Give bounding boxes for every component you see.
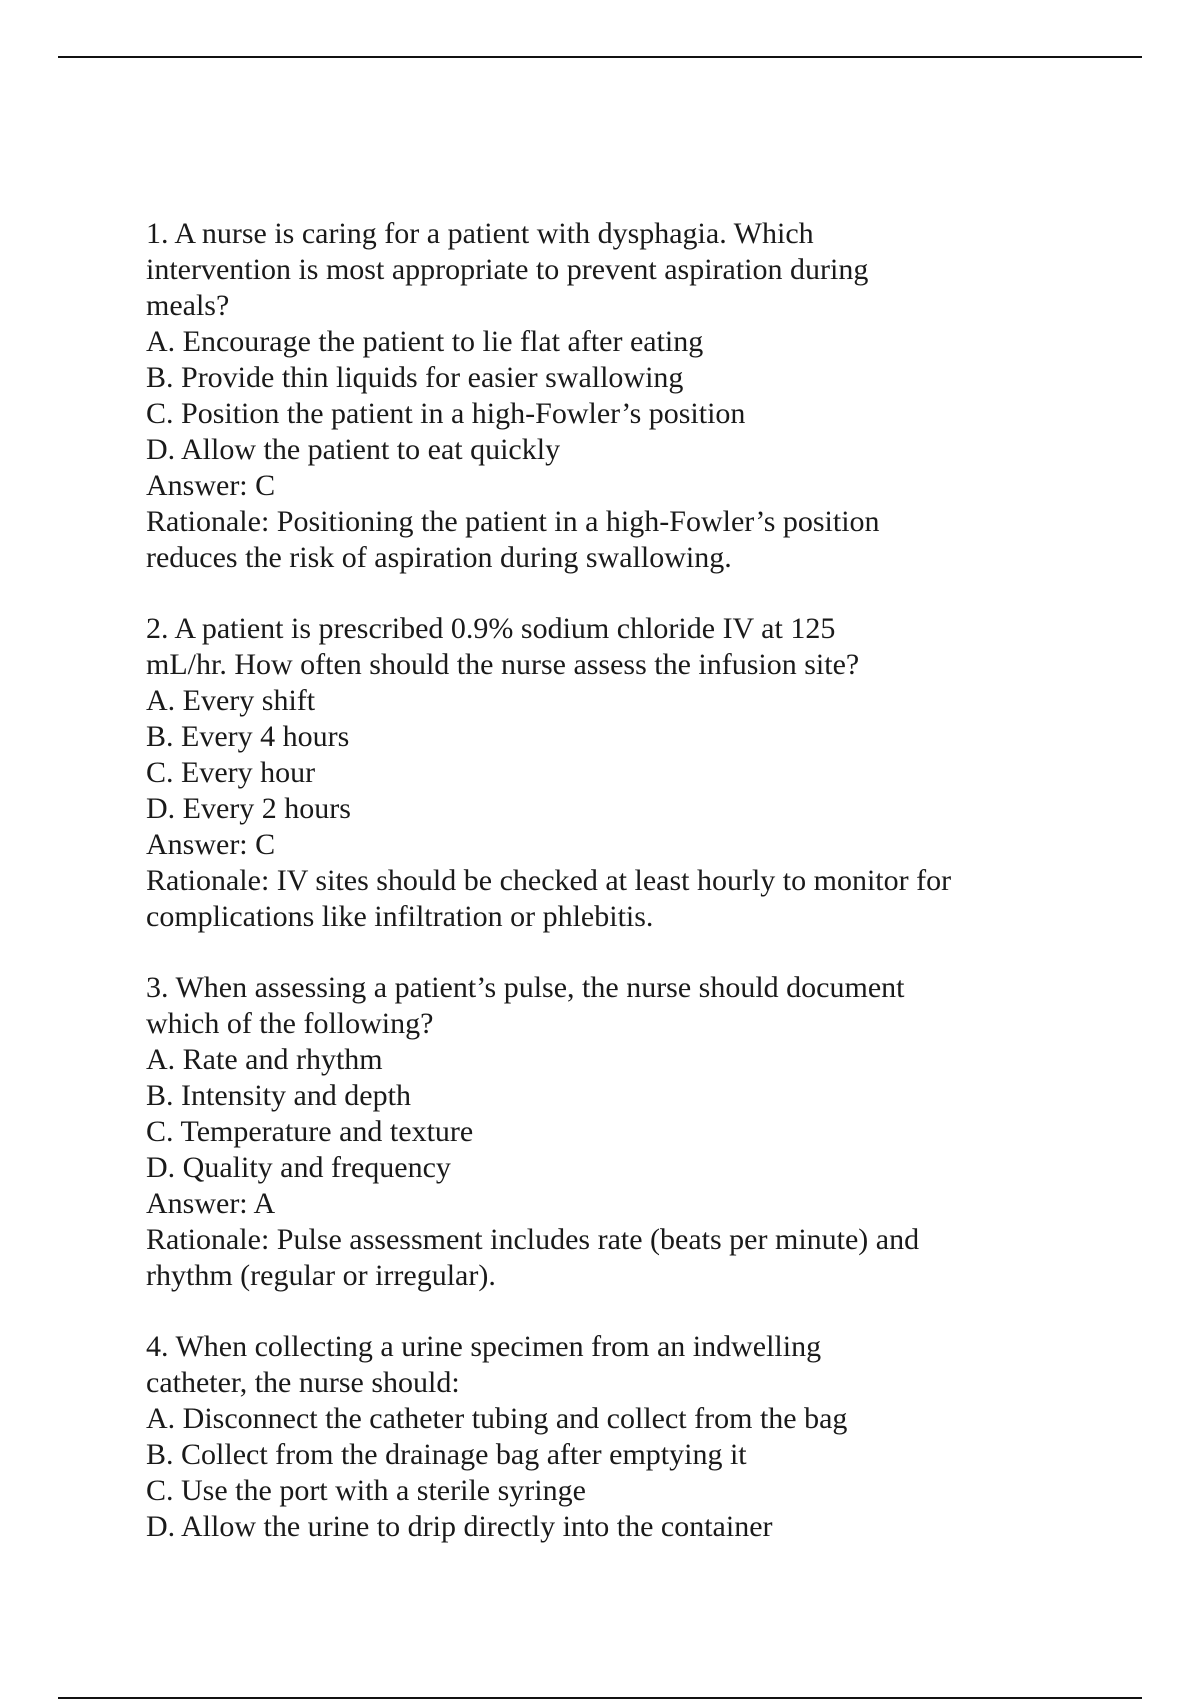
answer: Answer: C (146, 828, 276, 861)
option-c: C. Use the port with a sterile syringe (146, 1474, 586, 1507)
option-b: B. Provide thin liquids for easier swallowing (146, 361, 684, 394)
answer: Answer: C (146, 469, 276, 502)
question-stem-line: 4. When collecting a urine specimen from an indwelling (146, 1330, 822, 1363)
question-stem-line: 2. A patient is prescribed 0.9% sodium chloride IV at 125 (146, 612, 836, 645)
question-3 (146, 970, 1046, 1294)
rationale-line: reduces the risk of aspiration during swallowing. (146, 541, 732, 574)
rationale-line: rhythm (regular or irregular). (146, 1259, 496, 1292)
question-list (146, 216, 1046, 1580)
option-c: C. Temperature and texture (146, 1115, 474, 1148)
question-stem-line: 3. When assessing a patient’s pulse, the nurse should document (146, 971, 905, 1004)
option-b: B. Intensity and depth (146, 1079, 411, 1112)
option-c: C. Position the patient in a high-Fowler’s position (146, 397, 746, 430)
rationale-line: Rationale: Positioning the patient in a high-Fowler’s position (146, 505, 880, 538)
question-stem-line: mL/hr. How often should the nurse assess the infusion site? (146, 648, 860, 681)
question-stem-line: which of the following? (146, 1007, 434, 1040)
question-2 (146, 611, 1046, 935)
option-b: B. Collect from the drainage bag after emptying it (146, 1438, 747, 1471)
answer: Answer: A (146, 1187, 276, 1220)
option-d: D. Allow the urine to drip directly into the container (146, 1510, 773, 1543)
rationale-line: complications like infiltration or phlebitis. (146, 900, 654, 933)
option-d: D. Allow the patient to eat quickly (146, 433, 561, 466)
bottom-rule (58, 1697, 1142, 1699)
question-4 (146, 1329, 1046, 1545)
question-stem-line: catheter, the nurse should: (146, 1366, 460, 1399)
rationale-line: Rationale: IV sites should be checked at least hourly to monitor for (146, 864, 952, 897)
option-a: A. Every shift (146, 684, 316, 717)
option-b: B. Every 4 hours (146, 720, 350, 753)
question-stem-line: intervention is most appropriate to prevent aspiration during (146, 253, 869, 286)
rationale-line: Rationale: Pulse assessment includes rate (beats per minute) and (146, 1223, 920, 1256)
top-rule (58, 56, 1142, 58)
option-d: D. Every 2 hours (146, 792, 351, 825)
question-stem-line: meals? (146, 289, 230, 322)
option-c: C. Every hour (146, 756, 316, 789)
option-a: A. Disconnect the catheter tubing and collect from the bag (146, 1402, 848, 1435)
option-a: A. Rate and rhythm (146, 1043, 383, 1076)
question-1 (146, 216, 1046, 576)
option-a: A. Encourage the patient to lie flat after eating (146, 325, 704, 358)
question-stem-line: 1. A nurse is caring for a patient with dysphagia. Which (146, 217, 814, 250)
option-d: D. Quality and frequency (146, 1151, 451, 1184)
